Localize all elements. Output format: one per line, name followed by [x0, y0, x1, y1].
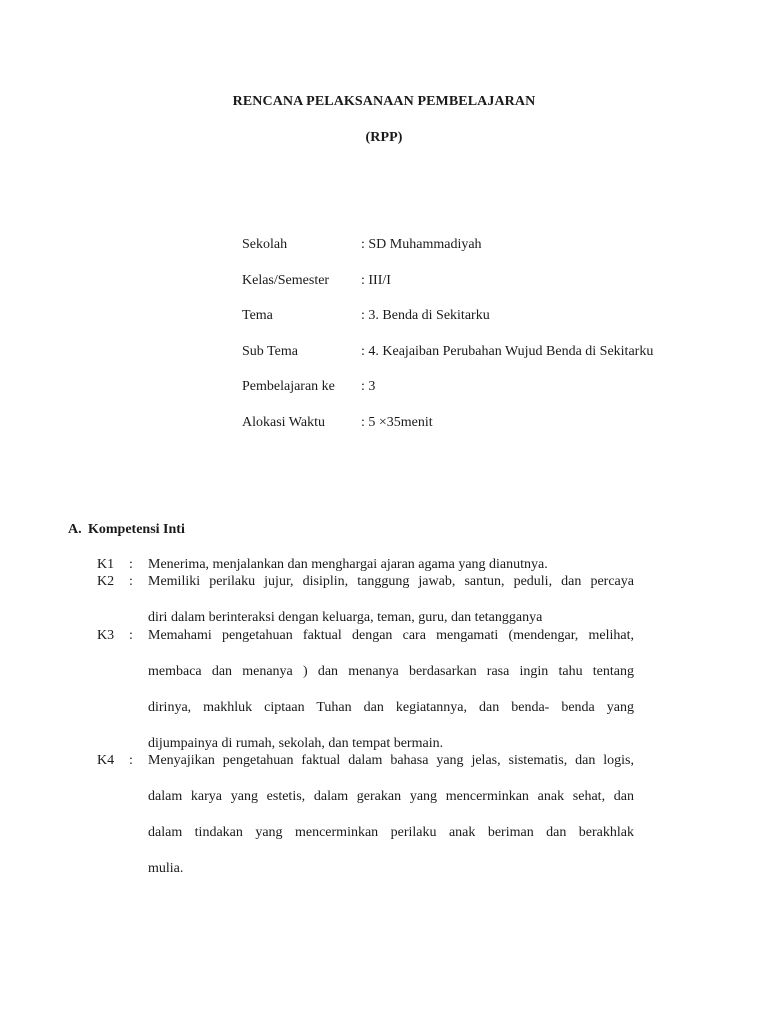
ki-line: mulia. [148, 861, 184, 876]
ki-colon: : [129, 628, 133, 643]
ki-line: Menerima, menjalankan dan menghargai ajaran agama yang dianutnya. [148, 557, 548, 572]
identity-row-tema [242, 308, 722, 344]
section-letter: A. [68, 522, 82, 537]
identity-label: Pembelajaran ke [242, 379, 335, 395]
identity-row-alokasi-waktu [242, 415, 722, 451]
identity-value: : III/I [361, 272, 391, 288]
ki-line: dalam tindakan yang mencerminkan perilaku anak beriman dan berakhlak [148, 825, 634, 840]
ki-line: Memahami pengetahuan faktual dengan cara mengamati (mendengar, melihat, [148, 628, 634, 643]
identity-row-pembelajaran [242, 379, 722, 415]
identity-row-sekolah [242, 237, 722, 273]
ki-code: K3 [97, 628, 115, 643]
identity-row-sub-tema [242, 344, 722, 380]
identity-label: Sekolah [242, 237, 288, 252]
identity-value: : 3. Benda di Sekitarku [361, 308, 490, 324]
ki-line: dirinya, makhluk ciptaan Tuhan dan kegiatannya, dan benda- benda yang [148, 700, 634, 715]
ki-colon: : [129, 753, 133, 768]
section-title: Kompetensi Inti [88, 522, 185, 537]
document-title: RENCANA PELAKSANAAN PEMBELAJARAN [232, 94, 536, 109]
ki-code: K4 [97, 753, 115, 768]
section-heading-kompetensi-inti [68, 522, 185, 538]
ki-colon: : [129, 557, 133, 572]
identity-table [242, 237, 722, 451]
ki-line: dalam karya yang estetis, dalam gerakan yang mencerminkan anak sehat, dan [148, 789, 634, 804]
document-subtitle: (RPP) [365, 130, 403, 145]
identity-label: Tema [242, 308, 273, 324]
identity-value: : 4. Keajaiban Perubahan Wujud Benda di Sekitarku [361, 343, 654, 359]
ki-colon: : [129, 574, 133, 589]
ki-line: membaca dan menanya ) dan menanya berdasarkan rasa ingin tahu tentang [148, 664, 634, 679]
ki-line: Menyajikan pengetahuan faktual dalam bahasa yang jelas, sistematis, dan logis, [148, 753, 634, 768]
identity-value: : 3 [361, 379, 376, 395]
identity-value: : 5 ×35menit [361, 414, 433, 430]
ki-line: dijumpainya di rumah, sekolah, dan tempat bermain. [148, 736, 444, 751]
identity-row-kelas-semester [242, 273, 722, 309]
ki-line: Memiliki perilaku jujur, disiplin, tanggung jawab, santun, peduli, dan percaya [148, 574, 634, 589]
identity-label: Kelas/Semester [242, 272, 330, 288]
identity-label: Sub Tema [242, 343, 298, 359]
ki-code: K2 [97, 574, 115, 589]
ki-line: diri dalam berinteraksi dengan keluarga, teman, guru, dan tetangganya [148, 610, 543, 625]
ki-code: K1 [97, 557, 115, 572]
identity-label: Alokasi Waktu [242, 414, 325, 430]
identity-value: : SD Muhammadiyah [361, 237, 482, 252]
